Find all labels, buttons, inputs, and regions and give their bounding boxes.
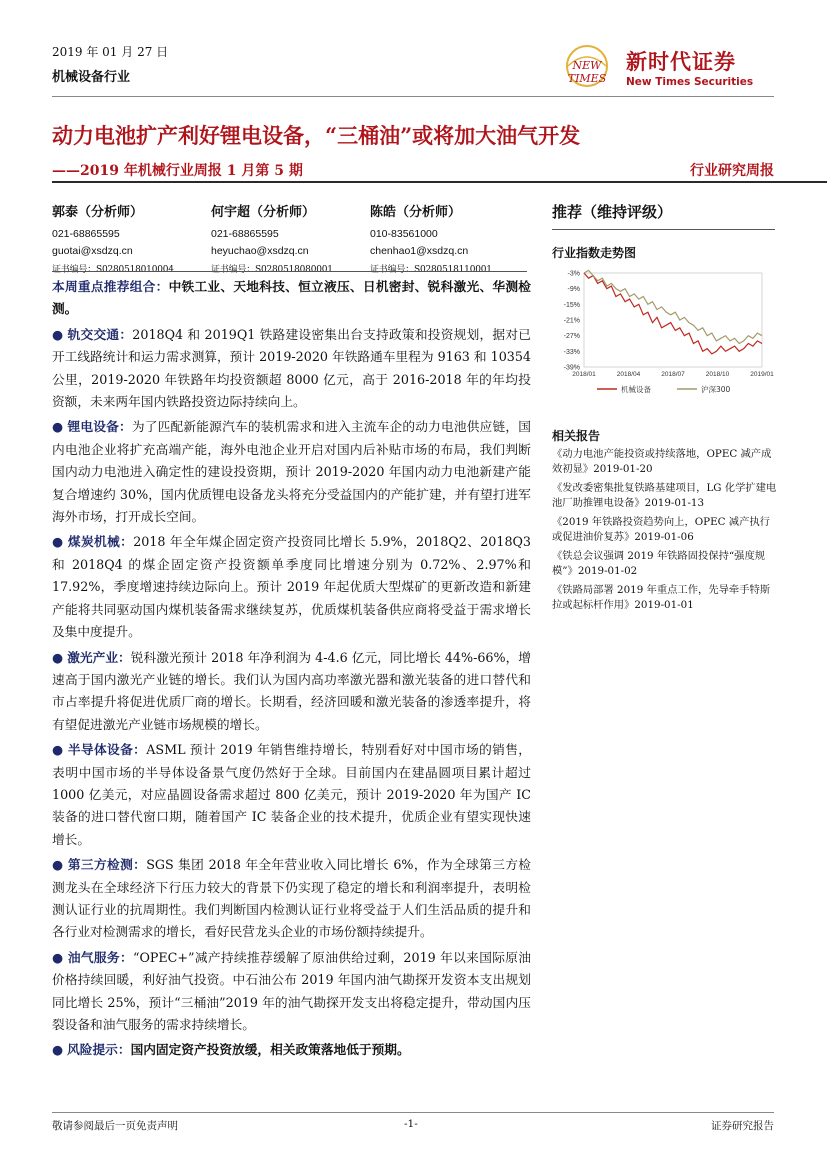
analyst-card <box>52 201 217 275</box>
index-chart <box>552 265 775 405</box>
logo-mark-icon <box>556 44 618 94</box>
rating-divider <box>552 229 775 230</box>
sector-paragraph <box>52 947 531 1037</box>
sector-text: 2018 年全年煤企固定资产投资同比增长 5.9%，2018Q2、2018Q3 和 2018Q4 的煤企固定资产投资额单季度同比增速分别为 0.72%、2.97%和 17.92%，季度增速持续边际向上。预计 2019 年起优质大型煤矿的更新改造和新建产能将共同驱动国内煤机装备需求继续复苏，优质煤机装备供应商将受益于需求增长及集中度提升。 <box>52 534 531 640</box>
analyst-cert: 证书编号：S0280518010004 <box>52 265 174 275</box>
y-axis <box>564 271 762 372</box>
x-tick-label: 2018/10 <box>705 371 730 378</box>
sector-paragraph <box>52 739 531 851</box>
y-tick-label: -15% <box>563 301 580 309</box>
x-tick-label: 2018/04 <box>616 371 641 378</box>
sector-text: 2018Q4 和 2019Q1 铁路建设密集出台支持政策和投资规划，据对已开工线路统计和运力需求测算，预计 2019-2020 年铁路通车里程为 9163 和 10354 公里，2019-2020 年铁路年均投资额超 8000 亿元，高于 2016-2018 年的年均投资额，未来两年国内铁路投资边际持续向上。 <box>52 326 531 410</box>
analyst-card <box>370 201 535 275</box>
sector-paragraph <box>52 324 531 414</box>
related-report-title[interactable]: 《铁总会议强调 2019 年铁路固投保持“强度规模”》 <box>552 550 766 577</box>
y-tick-label: -3% <box>567 270 580 278</box>
related-reports-list <box>552 447 778 617</box>
related-report-title[interactable]: 《动力电池产能投资或持续落地，OPEC 减产成效初显》 <box>552 448 772 475</box>
risk-text: 国内固定资产投资放缓，相关政策落地低于预期。 <box>130 1042 410 1058</box>
sector-text: 锐科激光预计 2018 年净利润为 4-4.6 亿元，同比增长 44%-66%，增速高于国内激光产业链的增长。我们认为国内高功率激光器和激光装备的进口替代和市占率提升将促进优质厂商的增长。长期看，经济回暖和激光装备的渗透率提升，将有望促进激光产业链市场规模的增长。 <box>52 649 531 732</box>
related-report-item[interactable] <box>552 447 778 477</box>
chart-title: 行业指数走势图 <box>552 246 637 260</box>
company-logo <box>556 44 796 94</box>
sector-label: 锂电设备： <box>67 419 132 435</box>
analyst-cert: 证书编号：S0280518080001 <box>211 265 333 275</box>
related-report-date: 2019-01-20 <box>593 463 653 475</box>
bullet-icon: ● <box>52 649 64 665</box>
related-report-item[interactable] <box>552 481 778 511</box>
sector-label: 煤炭机械： <box>67 534 134 550</box>
related-report-item[interactable] <box>552 583 778 613</box>
x-tick-label: 2018/07 <box>661 371 685 378</box>
title-divider <box>52 181 827 183</box>
report-title: 动力电池扩产利好锂电设备，“三桶油”或将加大油气开发 <box>52 123 581 148</box>
related-report-title[interactable]: 《2019 年铁路投资趋势向上，OPEC 减产执行或促进油价复苏》 <box>552 516 770 543</box>
x-tick-label: 2019/01 <box>750 371 774 378</box>
analyst-phone: 021-68865595 <box>211 228 279 240</box>
related-report-date: 2019-01-01 <box>634 599 694 611</box>
industry-name: 机械设备行业 <box>52 70 131 85</box>
chart-legend <box>597 384 731 394</box>
analyst-phone: 021-68865595 <box>52 228 120 240</box>
sector-paragraph <box>52 647 531 737</box>
y-tick-label: -27% <box>563 333 580 341</box>
legend-label: 机械设备 <box>621 385 651 394</box>
sector-text: 为了匹配新能源汽车的装机需求和进入主流车企的动力电池供应链，国内电池企业将扩充高端产能，海外电池企业开启对国内后补贴市场的布局，我们判断国内动力电池进入确定性的建设投资期，预计 2019-2020 年国内动力电池新建产能复合增速约 30%，国内优质锂电设备龙头将充分受益国内的产能扩建，并有望打进军海外市场，打开成长空间。 <box>52 419 531 525</box>
sector-paragraph <box>52 531 531 643</box>
rating: 推荐（维持评级） <box>552 203 673 221</box>
bullet-icon: ● <box>52 949 64 965</box>
sector-label: 油气服务： <box>67 949 133 965</box>
sector-label: 激光产业： <box>67 649 131 665</box>
bullet-icon: ● <box>52 534 64 550</box>
sector-text: SGS 集团 2018 年全年营业收入同比增长 6%，作为全球第三方检测龙头在全球经济下行压力较大的背景下仍实现了稳定的增长和利润率提升，表明检测认证行业的抗周期性。我们判断国内检测认证行业将受益于人们生活品质的提升和各行业对检测需求的增长，看好民营龙头企业的市场份额持续提升。 <box>52 857 531 940</box>
chart-series <box>584 270 762 354</box>
recommendation-text: 中铁工业、天地科技、恒立液压、日机密封、锐科激光、华测检测。 <box>52 279 531 317</box>
related-report-title[interactable]: 《铁路局部署 2019 年重点工作，先导牵手特斯拉或起标杆作用》 <box>552 584 771 611</box>
x-axis <box>572 371 774 378</box>
related-report-date: 2019-01-06 <box>634 531 694 543</box>
footer-divider <box>52 1112 774 1113</box>
logo-chinese-name: 新时代证券 <box>626 49 736 74</box>
disclaimer-note: 敬请参阅最后一页免责声明 <box>52 1120 178 1132</box>
bullet-icon: ● <box>52 1042 64 1058</box>
sector-label: 轨交交通： <box>67 326 133 342</box>
analyst-name: 陈皓（分析师） <box>370 205 462 220</box>
related-report-date: 2019-01-02 <box>577 565 638 577</box>
bullet-icon: ● <box>52 742 64 758</box>
series-line <box>584 270 762 343</box>
sector-text: “OPEC+”减产持续推荐缓解了原油供给过剩，2019 年以来国际原油价格持续回暖，利好油气投资。中石油公布 2019 年国内油气勘探开发资本支出规划同比增长 25%，预计“三桶油”2019 年的油气勘探开发支出将稳定提升，带动国内压裂设备和油气服务的需求持续增长。 <box>52 949 531 1032</box>
page-number: -1- <box>404 1118 418 1130</box>
analyst-divider <box>52 271 527 272</box>
report-subtitle: ——2019 年机械行业周报 1 月第 5 期 <box>52 163 303 179</box>
analyst-name: 郭泰（分析师） <box>52 205 144 220</box>
y-tick-label: -33% <box>563 348 580 356</box>
report-body <box>52 276 531 1065</box>
related-report-item[interactable] <box>552 549 778 579</box>
sector-text: ASML 预计 2019 年销售维持增长，特别看好对中国市场的销售，表明中国市场的半导体设备景气度仍然好于全球。目前国内在建晶圆项目累计超过 1000 亿美元，对应晶圆设备需求超过 800 亿美元，预计 2019-2020 年为国产 IC 装备的进口替代窗口期，随着国产 IC 装备企业的技术提升，优质企业有望实现快速增长。 <box>52 742 531 847</box>
related-report-date: 2019-01-13 <box>644 497 705 509</box>
header-divider <box>52 96 774 97</box>
svg-text:NEW: NEW <box>572 59 602 72</box>
related-report-title[interactable]: 《发改委密集批复铁路基建项目，LG 化学扩建电池厂助推锂电设备》 <box>552 482 777 509</box>
recommendation-label: 本周重点推荐组合： <box>52 279 169 294</box>
risk-paragraph <box>52 1039 531 1061</box>
sector-label: 第三方检测： <box>67 857 147 873</box>
footer-label: 证券研究报告 <box>711 1120 774 1132</box>
report-date: 2019 年 01 月 27 日 <box>52 45 169 59</box>
bullet-icon: ● <box>52 857 64 873</box>
bullet-icon: ● <box>52 326 64 342</box>
svg-text:TIMES: TIMES <box>567 72 607 85</box>
analyst-card <box>211 201 376 275</box>
y-tick-label: -39% <box>563 364 580 372</box>
bullet-icon: ● <box>52 419 64 435</box>
analyst-cert: 证书编号：S0280518110001 <box>370 265 492 275</box>
logo-english-name: New Times Securities <box>626 76 754 88</box>
x-tick-label: 2018/01 <box>572 371 596 378</box>
analyst-email[interactable]: chenhao1@xsdzq.cn <box>370 245 469 257</box>
sector-paragraph <box>52 854 531 944</box>
analyst-email[interactable]: guotai@xsdzq.cn <box>52 245 133 257</box>
risk-label: 风险提示： <box>67 1042 131 1058</box>
related-reports-title: 相关报告 <box>552 429 601 443</box>
analyst-name: 何宇超（分析师） <box>211 205 316 220</box>
sector-paragraph <box>52 416 531 528</box>
report-type: 行业研究周报 <box>690 163 774 179</box>
y-tick-label: -21% <box>563 317 580 325</box>
sector-label: 半导体设备： <box>67 742 147 758</box>
analyst-phone: 010-83561000 <box>370 228 438 240</box>
y-tick-label: -9% <box>567 286 580 294</box>
legend-label: 沪深300 <box>701 385 731 394</box>
related-report-item[interactable] <box>552 515 778 545</box>
analyst-email[interactable]: heyuchao@xsdzq.cn <box>211 245 309 257</box>
recommendation-paragraph <box>52 276 531 321</box>
